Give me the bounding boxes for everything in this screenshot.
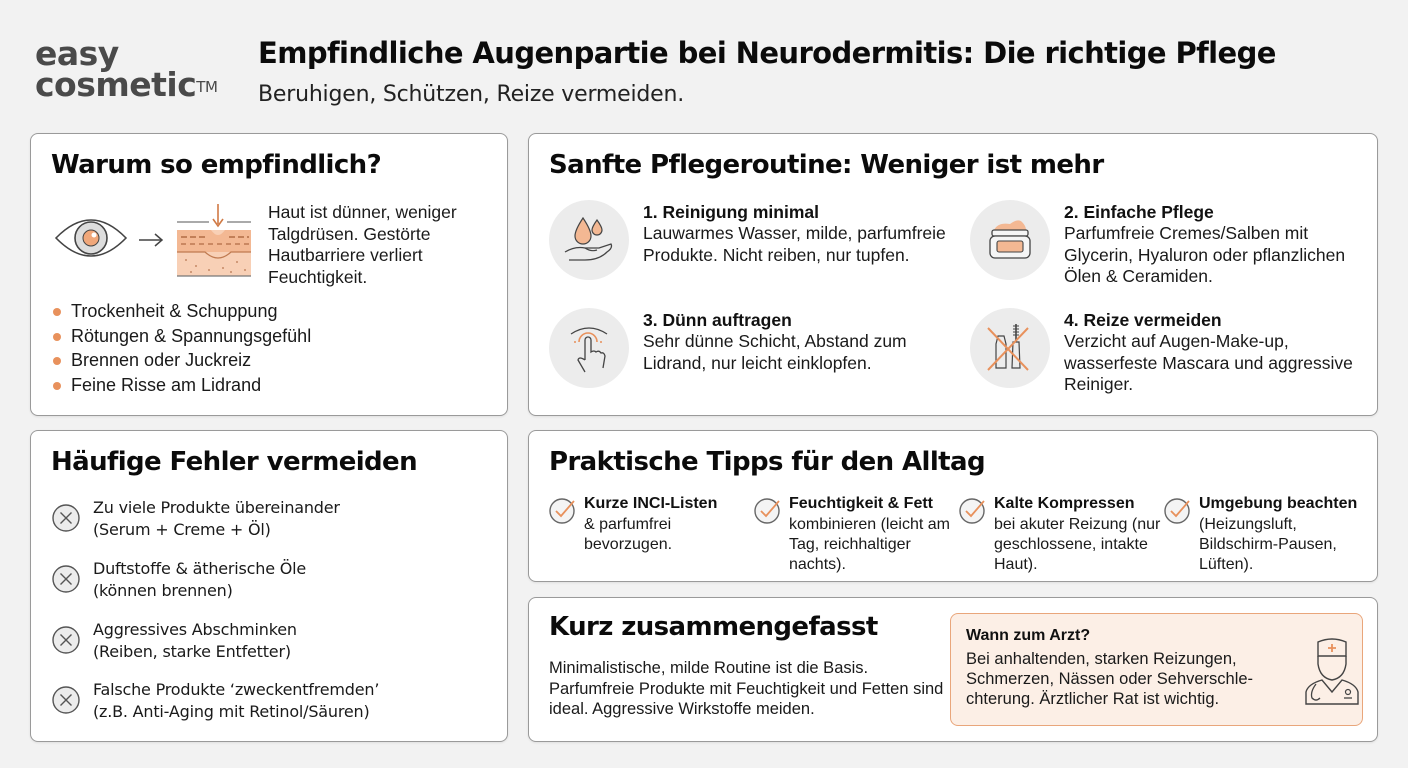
list-item: Brennen oder Juckreiz (53, 348, 311, 373)
routine-step-3 (549, 308, 949, 408)
summary-text: Minimalistische, milde Routine ist die Basis. Parfumfreie Produkte mit Feuchtigkeit und Fetten sind ideal. Aggressive Wirkstoffe meiden. (549, 659, 944, 718)
step-text: Verzicht auf Augen-Make-up, wasserfeste Mascara und aggressive Reiniger. (1064, 331, 1353, 394)
page-subtitle: Beruhigen, Schützen, Reize vermeiden. (258, 82, 685, 107)
why-explanation: Haut ist dünner, weniger Talgdrüsen. Gestörte Hautbarriere verliert Feuchtigkeit. (268, 202, 457, 287)
step-text: Lauwarmes Wasser, milde, parfumfreie Produkte. Nicht reiben, nur tupfen. (643, 223, 946, 265)
skin-layers-icon (177, 204, 251, 276)
list-item: Rötungen & Spannungsgefühl (53, 324, 311, 349)
doctor-callout-title: Wann zum Arzt? (966, 627, 1091, 644)
bullet-icon (53, 382, 61, 390)
circle-x-icon (51, 625, 81, 655)
step-title: 2. Einfache Pflege (1064, 202, 1214, 222)
circle-check-icon (958, 495, 988, 525)
mistake-item: Falsche Produkte ‘zweckentfremden’ (z.B. Anti-Aging mit Retinol/Säuren) (51, 679, 491, 729)
mistake-item: Duftstoffe & ätherische Öle (können brennen) (51, 558, 491, 608)
finger-tap-icon (549, 308, 629, 388)
card-common-mistakes (30, 430, 508, 742)
card-summary (528, 597, 1378, 742)
routine-step-2 (970, 200, 1370, 300)
step-text: Sehr dünne Schicht, Abstand zum Lidrand, nur leicht einklopfen. (643, 331, 907, 373)
eye-icon (56, 220, 126, 256)
circle-check-icon (1163, 495, 1193, 525)
mistake-item: Zu viele Produkte übereinander (Serum + Creme + Öl) (51, 497, 491, 547)
card-care-routine (528, 133, 1378, 416)
no-makeup-icon (970, 308, 1050, 388)
card-practical-tips: Praktische Tipps für den Alltag Kurze INCI-Listen & parfumfrei bevorzugen. Feuchtigkeit & Fett kombinieren (leicht am Tag, reichhaltiger nachts). Kalte Kompressen bei akuter Reizung (nur geschlossene, intakte Haut). Umgebung beachten (Heizungsluft, Bildschirm-Pausen, Lüften). (528, 430, 1378, 582)
water-drops-hand-icon (549, 200, 629, 280)
brand-logo (35, 34, 218, 104)
circle-check-icon (548, 495, 578, 525)
card-title: Praktische Tipps für den Alltag (549, 447, 985, 477)
card-title: Warum so empfindlich? (51, 150, 382, 180)
bullet-icon (53, 357, 61, 365)
brand-line-2: cosmetic (35, 65, 197, 104)
card-title: Kurz zusammengefasst (549, 612, 878, 642)
card-why-sensitive (30, 133, 508, 416)
card-title: Häufige Fehler vermeiden (51, 447, 418, 477)
circle-x-icon (51, 685, 81, 715)
list-item: Feine Risse am Lidrand (53, 373, 311, 398)
routine-step-4 (970, 308, 1370, 408)
mistake-item: Aggressives Abschminken (Reiben, starke Entfetter) (51, 619, 491, 669)
cream-jar-icon (970, 200, 1050, 280)
step-title: 4. Reize vermeiden (1064, 310, 1222, 330)
arrow-right-icon (139, 234, 162, 246)
bullet-icon (53, 333, 61, 341)
page-title: Empfindliche Augenpartie bei Neurodermitis: Die richtige Pflege (258, 36, 1276, 70)
circle-x-icon (51, 503, 81, 533)
circle-x-icon (51, 564, 81, 594)
doctor-callout (950, 613, 1363, 726)
routine-step-1 (549, 200, 949, 300)
brand-line-1: easy (35, 34, 119, 73)
doctor-icon (1302, 636, 1362, 706)
card-title: Sanfte Pflegeroutine: Weniger ist mehr (549, 150, 1104, 180)
step-title: 3. Dünn auftragen (643, 310, 792, 330)
eye-skin-illustration (51, 200, 251, 280)
step-title: 1. Reinigung minimal (643, 202, 819, 222)
doctor-callout-text: Bei anhaltenden, starken Reizungen, Schmerzen, Nässen oder Sehverschle-chterung. Ärztlicher Rat ist wichtig. (966, 650, 1254, 708)
step-text: Parfumfreie Cremes/Salben mit Glycerin, Hyaluron oder pflanzlichen Ölen & Ceramiden. (1064, 223, 1346, 286)
list-item: Trockenheit & Schuppung (53, 299, 311, 324)
bullet-icon (53, 308, 61, 316)
trademark: TM (196, 78, 218, 96)
symptom-list (53, 299, 311, 397)
circle-check-icon (753, 495, 783, 525)
